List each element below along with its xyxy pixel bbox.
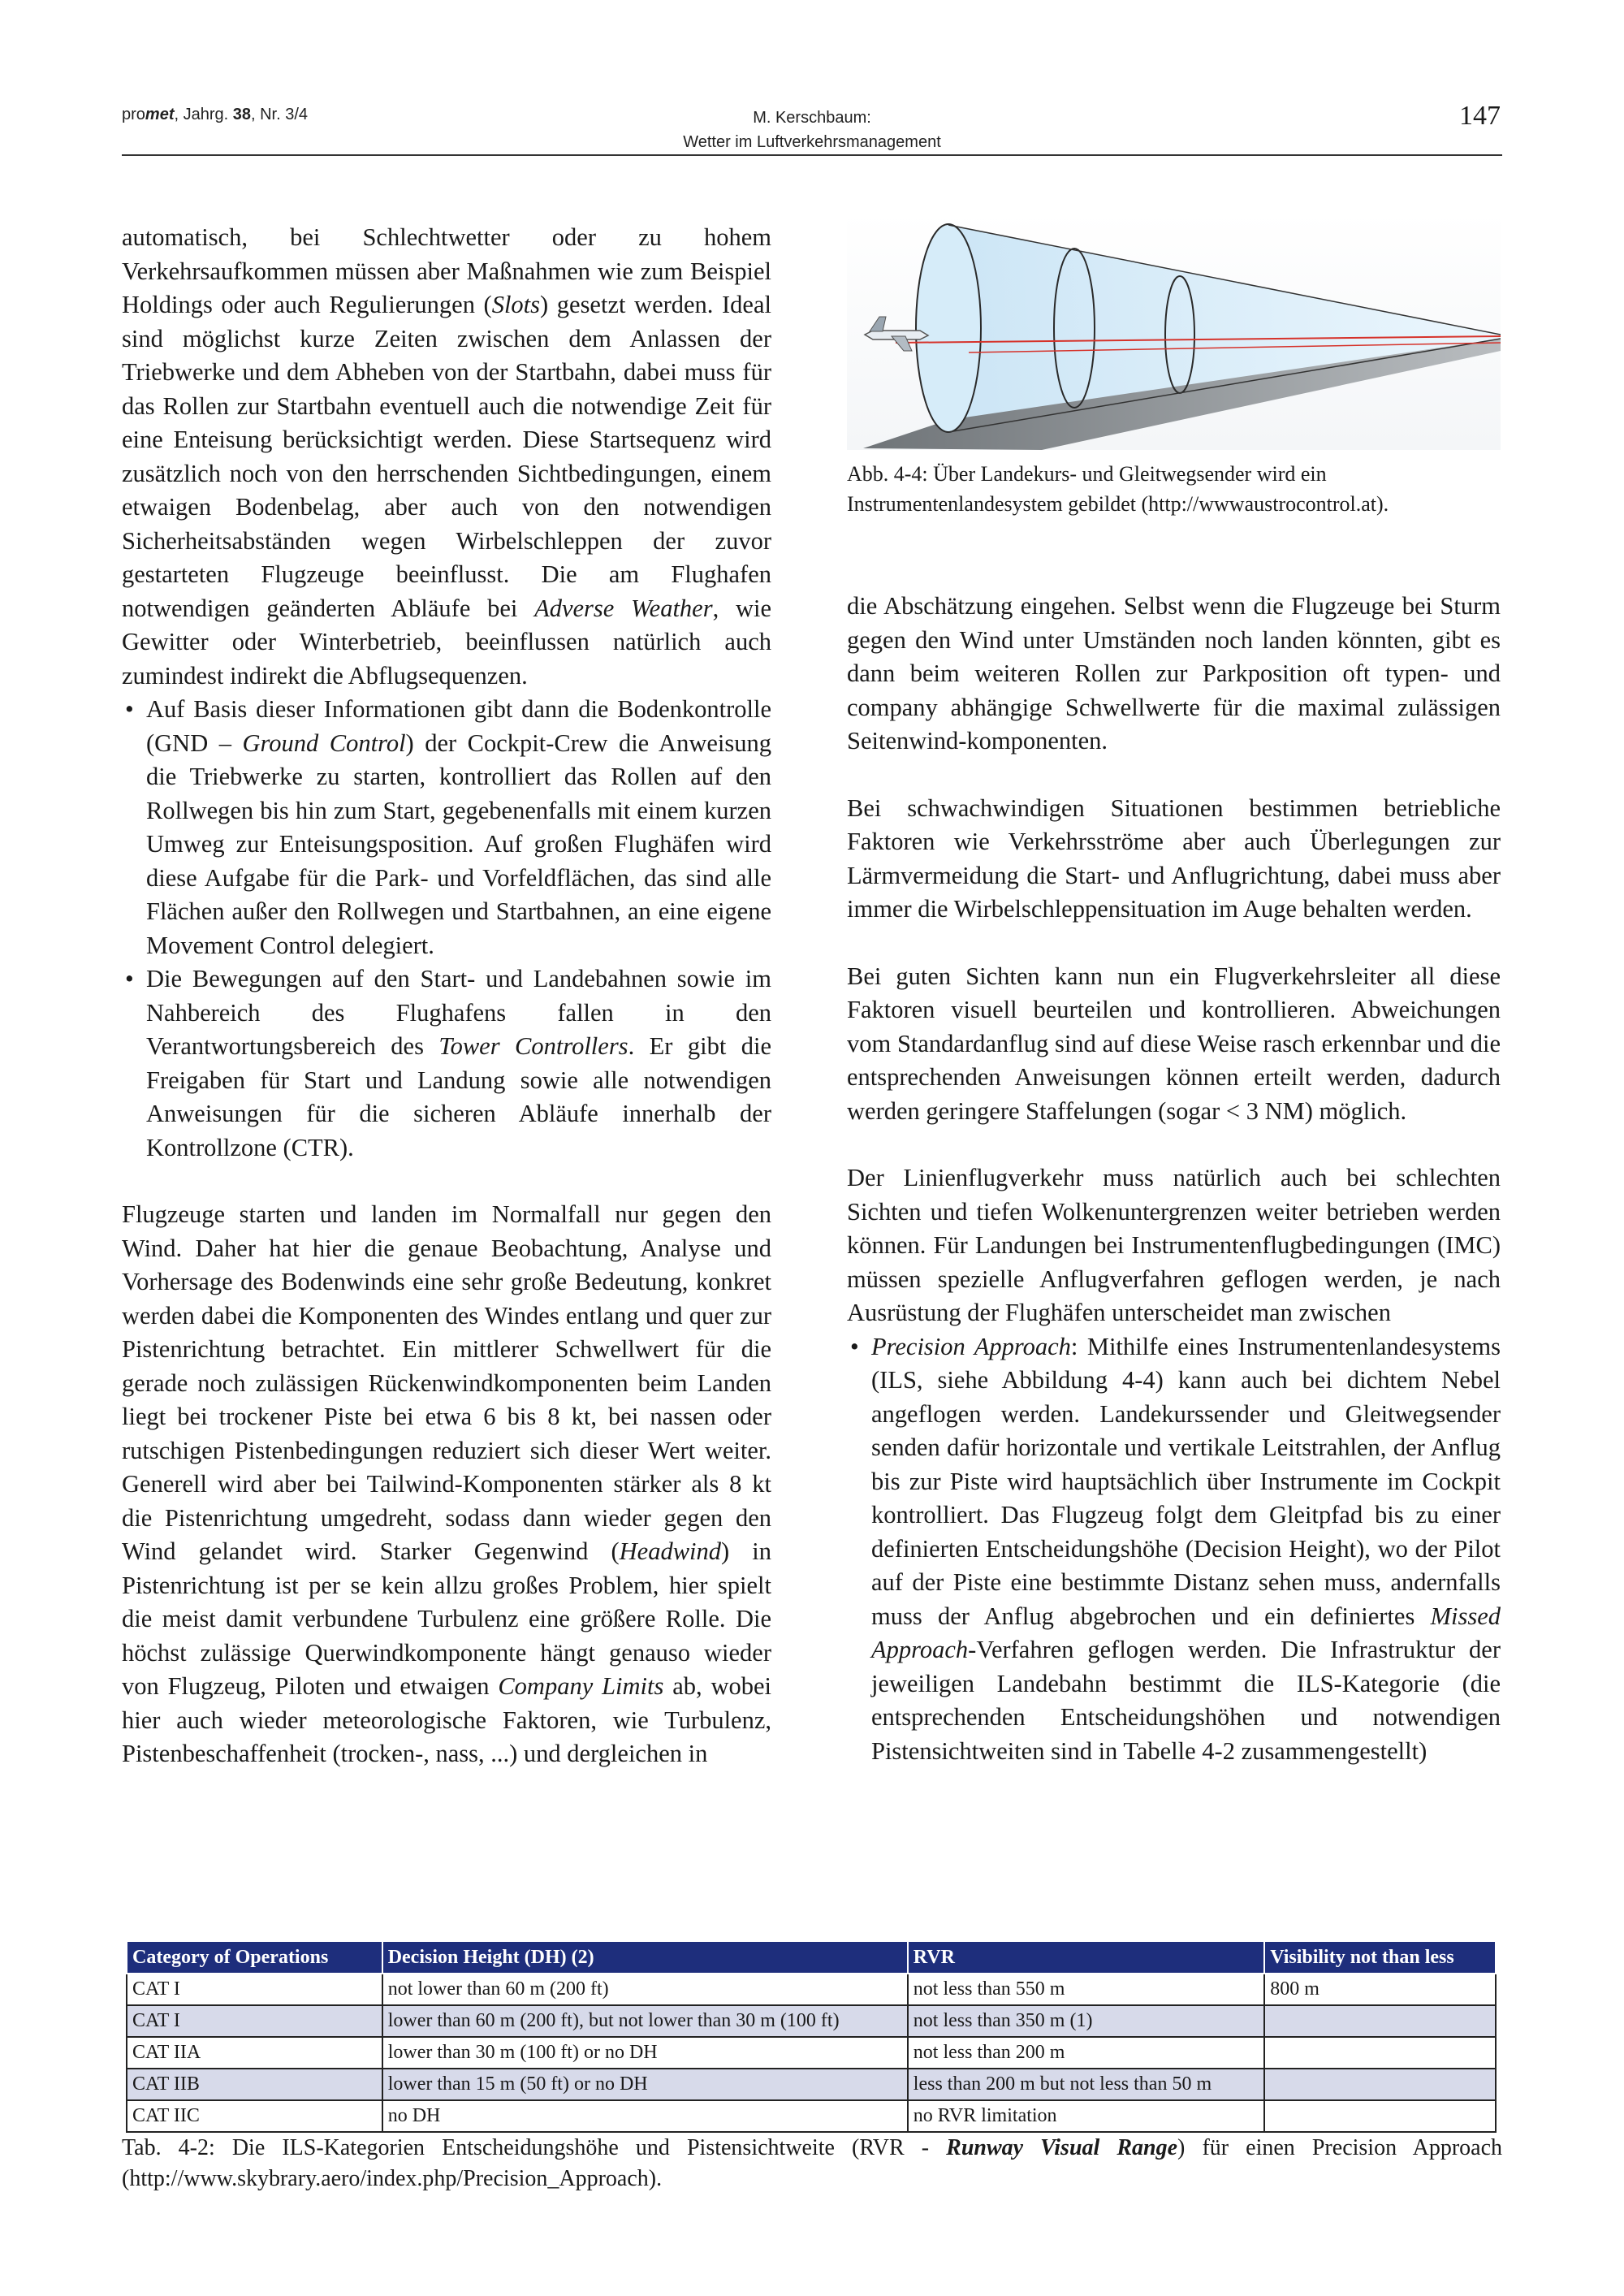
paragraph: Flugzeuge starten und landen im Normalfall nur gegen den Wind. Daher hat hier die genaue Beobachtung, Analyse und Vorhersage des Bodenwinds eine sehr große Bedeutung, konkret werden dabei die Komponenten des Windes entlang und quer zur Pistenrichtung betrachtet. Ein mittlerer Schwellwert für die gerade noch zulässigen Rückenwindkomponenten beim Landen liegt bei trockener Piste bei etwa 6 bis 8 kt, bei nassen oder rutschigen Pistenbedingungen reduziert sich dieser Wert weiter. Generell wird aber bei Tailwind-Komponenten stärker als 8 kt die Pistenrichtung umgedreht, sodass dann wieder gegen den Wind gelandet wird. Starker Gegenwind (Headwind) in Pistenrichtung ist per se kein allzu großes Problem, hier spielt die meist damit verbundene Turbulenz eine größere Rolle. Die höchst zulässige Querwindkomponente hängt genauso wieder von Flugzeug, Piloten und etwaigen Company Limits ab, wobei hier auch wieder meteorologische Faktoren, wie Turbulenz, Pistenbeschaffenheit (trocken-, nass, ...) und dergleichen in [122, 1200, 772, 1767]
running-header-article [625, 106, 999, 154]
figure-caption: Abb. 4-4: Über Landekurs- und Gleitwegsender wird ein Instrumentenlandesystem gebildet (http://wwwaustrocontrol.at). [847, 462, 1389, 516]
column-header: RVR [908, 1941, 1264, 1974]
bullet-list [122, 693, 771, 1165]
bullet-list [847, 1330, 1501, 1769]
paragraph: automatisch, bei Schlechtwetter oder zu hohem Verkehrsaufkommen müssen aber Maßnahmen wie zum Beispiel Holdings oder auch Regulierungen (Slots) gesetzt werden. Ideal sind möglichst kurze Zeiten zwischen dem Anlassen der Triebwerke und dem Abheben von der Startbahn, dabei muss für das Rollen zur Startbahn eventuell auch die notwendige Zeit für eine Enteisung berücksichtigt werden. Diese Startsequenz wird zusätzlich noch von den herrschenden Sichtbedingungen, einem etwaigen Bodenbelag, aber auch von den notwendigen Sicherheitsabständen wegen Wirbelschleppen der zuvor gestarteten Flugzeuge beeinflusst. Die am Flughafen notwendigen geänderten Abläufe bei Adverse Weather, wie Gewitter oder Winterbetrieb, beeinflussen natürlich auch zumindest indirekt die Abflugsequenzen. [122, 223, 771, 690]
beam-ring [916, 224, 981, 432]
right-column [847, 590, 1501, 1768]
table-cell [1264, 2037, 1496, 2069]
ils-beam-illustration [847, 213, 1501, 450]
table-cell: CAT IIB [127, 2069, 382, 2100]
table-row [127, 2100, 1496, 2132]
column-header: Decision Height (DH) (2) [382, 1941, 908, 1974]
ils-figure [847, 213, 1501, 450]
table-cell: no DH [382, 2100, 908, 2132]
table-header-row [127, 1941, 1496, 1974]
table-cell: not lower than 60 m (200 ft) [382, 1974, 908, 2005]
paragraph: die Abschätzung eingehen. Selbst wenn die Flugzeuge bei Sturm gegen den Wind unter Umständen noch landen könnten, gibt es dann beim weiteren Rollen zur Parkposition oft typen- und company abhängige Schwellwerte für die maximal zulässigen Seitenwind-komponenten. [847, 592, 1501, 755]
table-cell: lower than 30 m (100 ft) or no DH [382, 2037, 908, 2069]
left-column [122, 221, 771, 1771]
table-cell: CAT IIA [127, 2037, 382, 2069]
list-item: • Auf Basis dieser Informationen gibt dann die Bodenkontrolle (GND – Ground Control) der Cockpit-Crew die Anweisung die Triebwerke zu starten, kontrolliert das Rollen auf den Rollwegen bis hin zum Start, gegebenenfalls mit einem kurzen Umweg zur Enteisungsposition. Auf großen Flughäfen wird diese Aufgabe für die Park- und Vorfeldflächen, das sind alle Flächen außer den Rollwegen und Startbahnen, an eine eigene Movement Control delegiert. [122, 693, 771, 962]
header-author: M. Kerschbaum: [753, 109, 871, 127]
running-header-journal: promet, Jahrg. 38, Nr. 3/4 [122, 106, 309, 123]
list-item: • Precision Approach: Mithilfe eines Instrumentenlandesystems (ILS, siehe Abbildung 4-4) kann auch bei dichtem Nebel angeflogen werden. Landekurssender und Gleitwegsender senden dafür horizontale und vertikale Leitstrahlen, der Anflug bis zur Piste wird hauptsächlich über Instrumente im Cockpit kontrolliert. Das Flugzeug folgt dem Gleitpfad bis zu einer definierten Entscheidungshöhe (Decision Height), wo der Pilot auf der Piste eine bestimmte Distanz sehen muss, andernfalls muss der Anflug abgebrochen und ein definiertes Missed Approach-Verfahren geflogen werden. Die Infrastruktur der jeweiligen Landebahn bestimmt die ILS-Kategorie (die entsprechenden Entscheidungshöhen und notwendigen Pistensichtweiten sind in Tabelle 4-2 zusammengestellt) [847, 1330, 1501, 1769]
table-cell: 800 m [1264, 1974, 1496, 2005]
table-cell: less than 200 m but not less than 50 m [908, 2069, 1264, 2100]
list-item: • Die Bewegungen auf den Start- und Landebahnen sowie im Nahbereich des Flughafens fallen in den Verantwortungsbereich des Tower Controllers. Er gibt die Freigaben für Start und Landung sowie alle notwendigen Anweisungen für die sicheren Abläufe innerhalb der Kontrollzone (CTR). [122, 962, 771, 1165]
table-row [127, 2005, 1496, 2037]
table-cell [1264, 2069, 1496, 2100]
table-row [127, 2037, 1496, 2069]
page-number: 147 [1459, 101, 1501, 131]
table-cell: lower than 15 m (50 ft) or no DH [382, 2069, 908, 2100]
header-title: Wetter im Luftverkehrsmanagement [683, 133, 941, 151]
table-caption: Tab. 4-2: Die ILS-Kategorien Entscheidungshöhe und Pistensichtweite (RVR - Runway Visual Range) für einen Precision Approach (http://www.skybrary.aero/index.php/Precision_Approach). [122, 2135, 1502, 2191]
table-cell: no RVR limitation [908, 2100, 1264, 2132]
table-cell: not less than 550 m [908, 1974, 1264, 2005]
table-cell [1264, 2100, 1496, 2132]
table-cell: not less than 350 m (1) [908, 2005, 1264, 2037]
column-header: Visibility not than less [1264, 1941, 1496, 1974]
table-cell [1264, 2005, 1496, 2037]
table-cell: lower than 60 m (200 ft), but not lower than 30 m (100 ft) [382, 2005, 908, 2037]
paragraph: Bei schwachwindigen Situationen bestimmen betriebliche Faktoren wie Verkehrsströme aber auch Überlegungen zur Lärmvermeidung die Start- und Anflugrichtung, dabei muss aber immer die Wirbelschleppensituation im Auge behalten werden. [847, 793, 1501, 923]
paragraph: Der Linienflugverkehr muss natürlich auch bei schlechten Sichten und tiefen Wolkenuntergrenzen weiter betrieben werden können. Für Landungen bei Instrumentenflugbedingungen (IMC) müssen spezielle Anflugverfahren geflogen werden, je nach Ausrüstung der Flughäfen unterscheidet man zwischen [847, 1164, 1501, 1326]
table-cell: not less than 200 m [908, 2037, 1264, 2069]
ils-category-table [126, 1940, 1497, 2133]
table-cell: CAT I [127, 2005, 382, 2037]
table-row [127, 2069, 1496, 2100]
column-header: Category of Operations [127, 1941, 382, 1974]
table-cell: CAT IIC [127, 2100, 382, 2132]
paragraph: Bei guten Sichten kann nun ein Flugverkehrsleiter all diese Faktoren visuell beurteilen und kontrollieren. Abweichungen vom Standardanflug sind auf diese Weise rasch erkennbar und die entsprechenden Anweisungen können erteilt werden, dadurch werden geringere Staffelungen (sogar < 3 NM) möglich. [847, 962, 1501, 1125]
header-rule [122, 154, 1502, 156]
table-cell: CAT I [127, 1974, 382, 2005]
table-row [127, 1974, 1496, 2005]
